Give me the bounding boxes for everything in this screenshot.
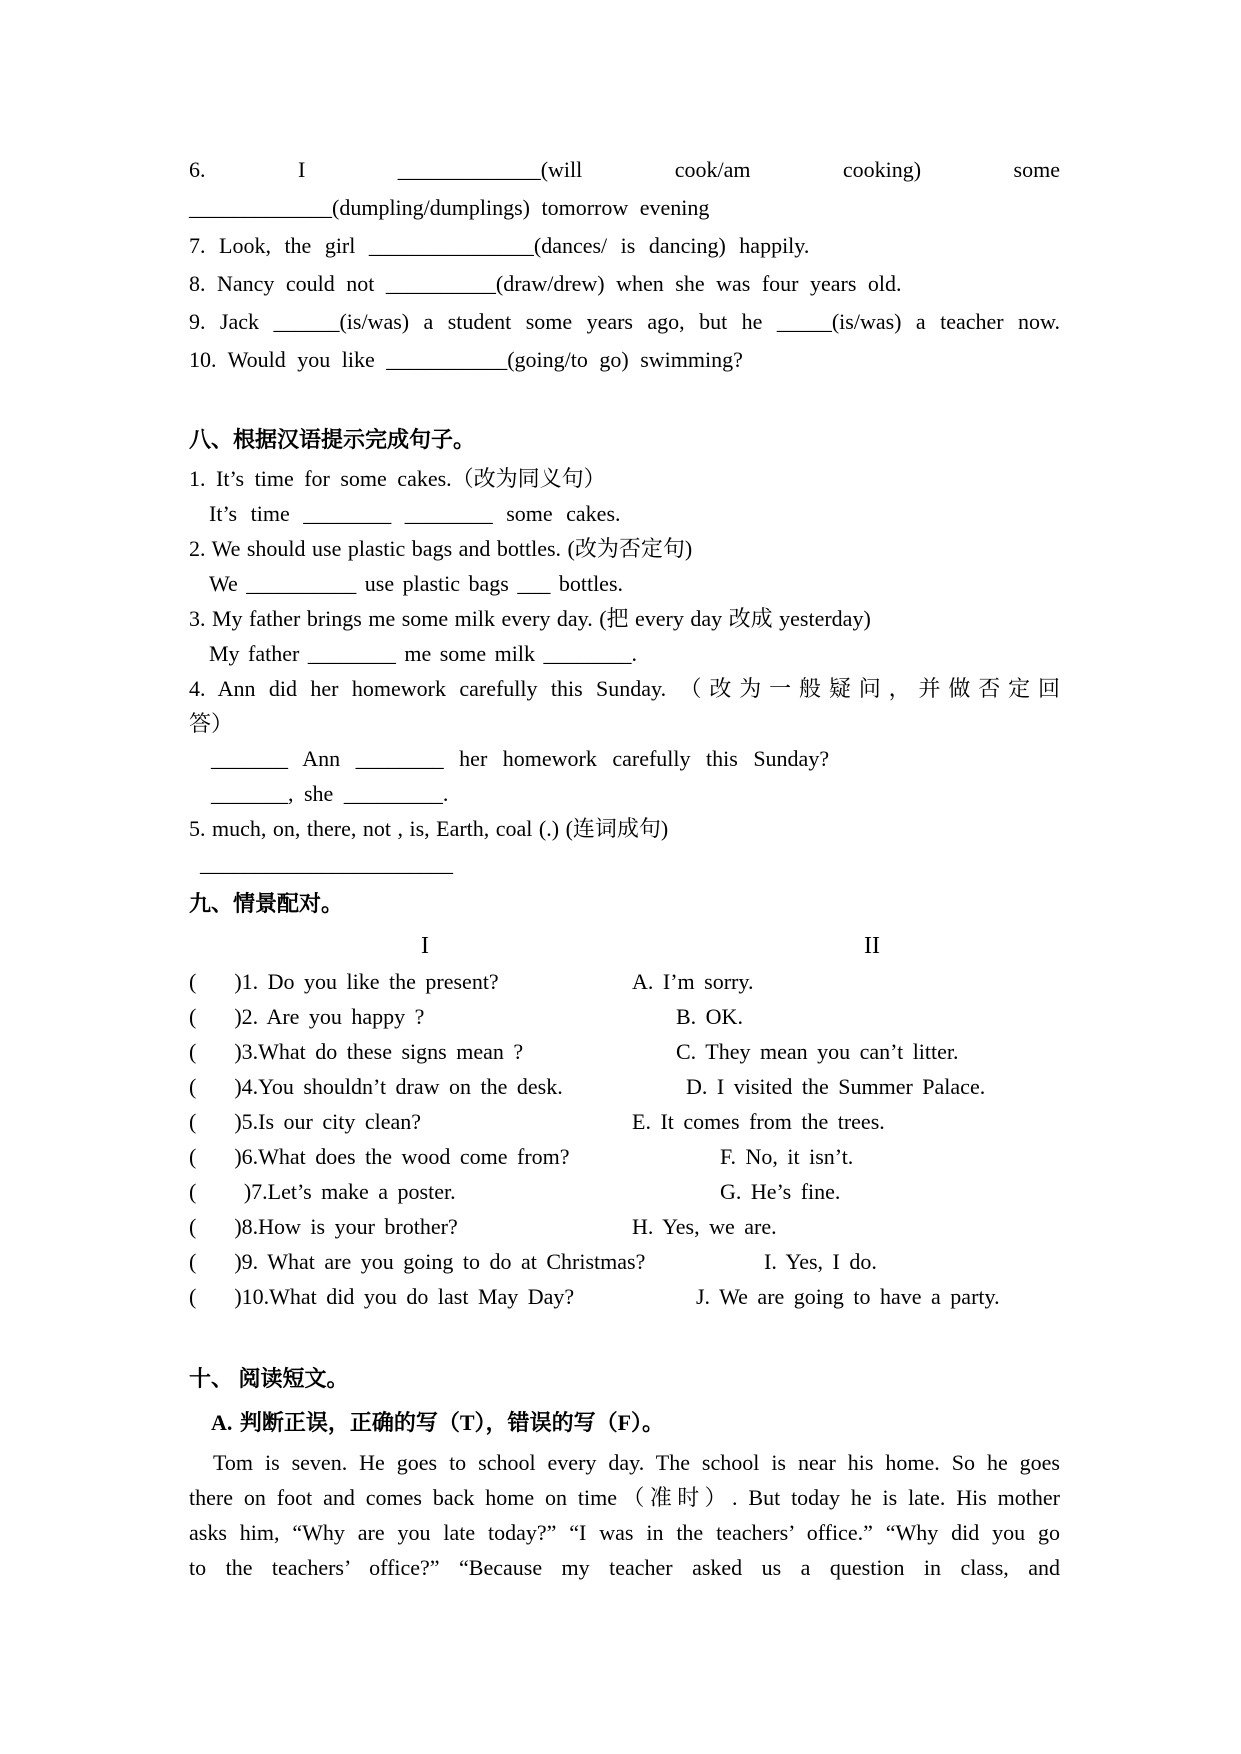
match-answer-f: F. No, it isn’t. [720,1144,854,1169]
match-answer-b: B. OK. [676,1004,743,1029]
fill-item-7: 7. Look, the girl _______________(dances/ is dancing) happily. [189,233,810,258]
column-header-i: I [421,933,429,959]
match-row-8 [189,1209,1060,1244]
match-row-4 [189,1069,1060,1104]
match-question-10: ( )10.What did you do last May Day? [189,1284,575,1309]
match-question-5: ( )5.Is our city clean? [189,1109,422,1134]
s8-item-3-prompt: 3. My father brings me some milk every day. (把 every day 改成 yesterday) [189,606,871,631]
section-10-heading: 十、 阅读短文。 [189,1366,349,1391]
match-row-1 [189,964,1060,999]
match-question-2: ( )2. Are you happy ? [189,1004,425,1029]
passage-line-3: asks him, “Why are you late today?” “I was in the teachers’ office.” “Why did you go [189,1520,1060,1545]
match-answer-d: D. I visited the Summer Palace. [686,1074,986,1099]
match-row-3 [189,1034,1060,1069]
match-row-2 [189,999,1060,1034]
match-question-1: ( )1. Do you like the present? [189,969,499,994]
passage-line-4: to the teachers’ office?” “Because my teacher asked us a question in class, and [189,1555,1060,1580]
s8-item-4-answer-line-2: _______, she _________. [211,781,449,806]
s8-item-2-prompt: 2. We should use plastic bags and bottles. (改为否定句) [189,536,693,561]
section-8-heading: 八、根据汉语提示完成句子。 [189,427,476,452]
s8-item-4-prompt-line-1: 4. Ann did her homework carefully this Sunday. （改为一般疑问，并做否定回 [189,676,1060,701]
match-question-3: ( )3.What do these signs mean ? [189,1039,524,1064]
match-answer-g: G. He’s fine. [720,1179,841,1204]
match-question-9: ( )9. What are you going to do at Christmas? [189,1249,646,1274]
match-question-4: ( )4.You shouldn’t draw on the desk. [189,1074,563,1099]
reading-sub-instruction: A. 判断正误，正确的写（T），错误的写（F）。 [211,1410,665,1435]
s8-item-2-answer-line: We __________ use plastic bags ___ bottles. [209,571,624,596]
fill-item-8: 8. Nancy could not __________(draw/drew) when she was four years old. [189,271,902,296]
match-answer-c: C. They mean you can’t litter. [676,1039,959,1064]
column-header-ii: II [864,933,880,959]
fill-item-10: 10. Would you like ___________(going/to go) swimming? [189,347,743,372]
s8-item-3-answer-line: My father ________ me some milk ________. [209,641,638,666]
s8-item-4-answer-line-1: _______ Ann ________ her homework carefully this Sunday? [211,746,830,771]
fill-item-9: 9. Jack ______(is/was) a student some years ago, but he _____(is/was) a teacher now. [189,309,1060,334]
fill-item-6-line-2: _____________(dumpling/dumplings) tomorrow evening [189,195,710,220]
match-row-9 [189,1244,1060,1279]
match-answer-i: I. Yes, I do. [764,1249,877,1274]
s8-item-1-prompt: 1. It’s time for some cakes.（改为同义句） [189,466,606,491]
fill-item-6-line-1: 6. I _____________(will cook/am cooking) some [189,157,1060,182]
matching-column-headers [189,929,1060,964]
match-row-6 [189,1139,1060,1174]
s8-item-4-prompt-line-2: 答） [189,711,234,736]
s8-item-5-prompt: 5. much, on, there, not , is, Earth, coal (.) (连词成句) [189,816,669,841]
match-row-7 [189,1174,1060,1209]
s8-item-5-answer-line: _______________________ [200,851,453,876]
match-question-7: ( )7.Let’s make a poster. [189,1179,456,1204]
match-answer-a: A. I’m sorry. [632,969,754,994]
match-answer-e: E. It comes from the trees. [632,1109,885,1134]
worksheet-content [189,151,1060,1585]
s8-item-1-answer-line: It’s time ________ ________ some cakes. [209,501,621,526]
section-9-heading: 九、情景配对。 [189,891,344,916]
match-row-10 [189,1279,1060,1314]
passage-line-2: there on foot and comes back home on time（准时）. But today he is late. His mother [189,1485,1060,1510]
match-row-5 [189,1104,1060,1139]
passage-line-1: Tom is seven. He goes to school every day. The school is near his home. So he goes [213,1450,1060,1475]
match-answer-h: H. Yes, we are. [632,1214,777,1239]
match-answer-j: J. We are going to have a party. [696,1284,1000,1309]
match-question-8: ( )8.How is your brother? [189,1214,458,1239]
match-question-6: ( )6.What does the wood come from? [189,1144,570,1169]
